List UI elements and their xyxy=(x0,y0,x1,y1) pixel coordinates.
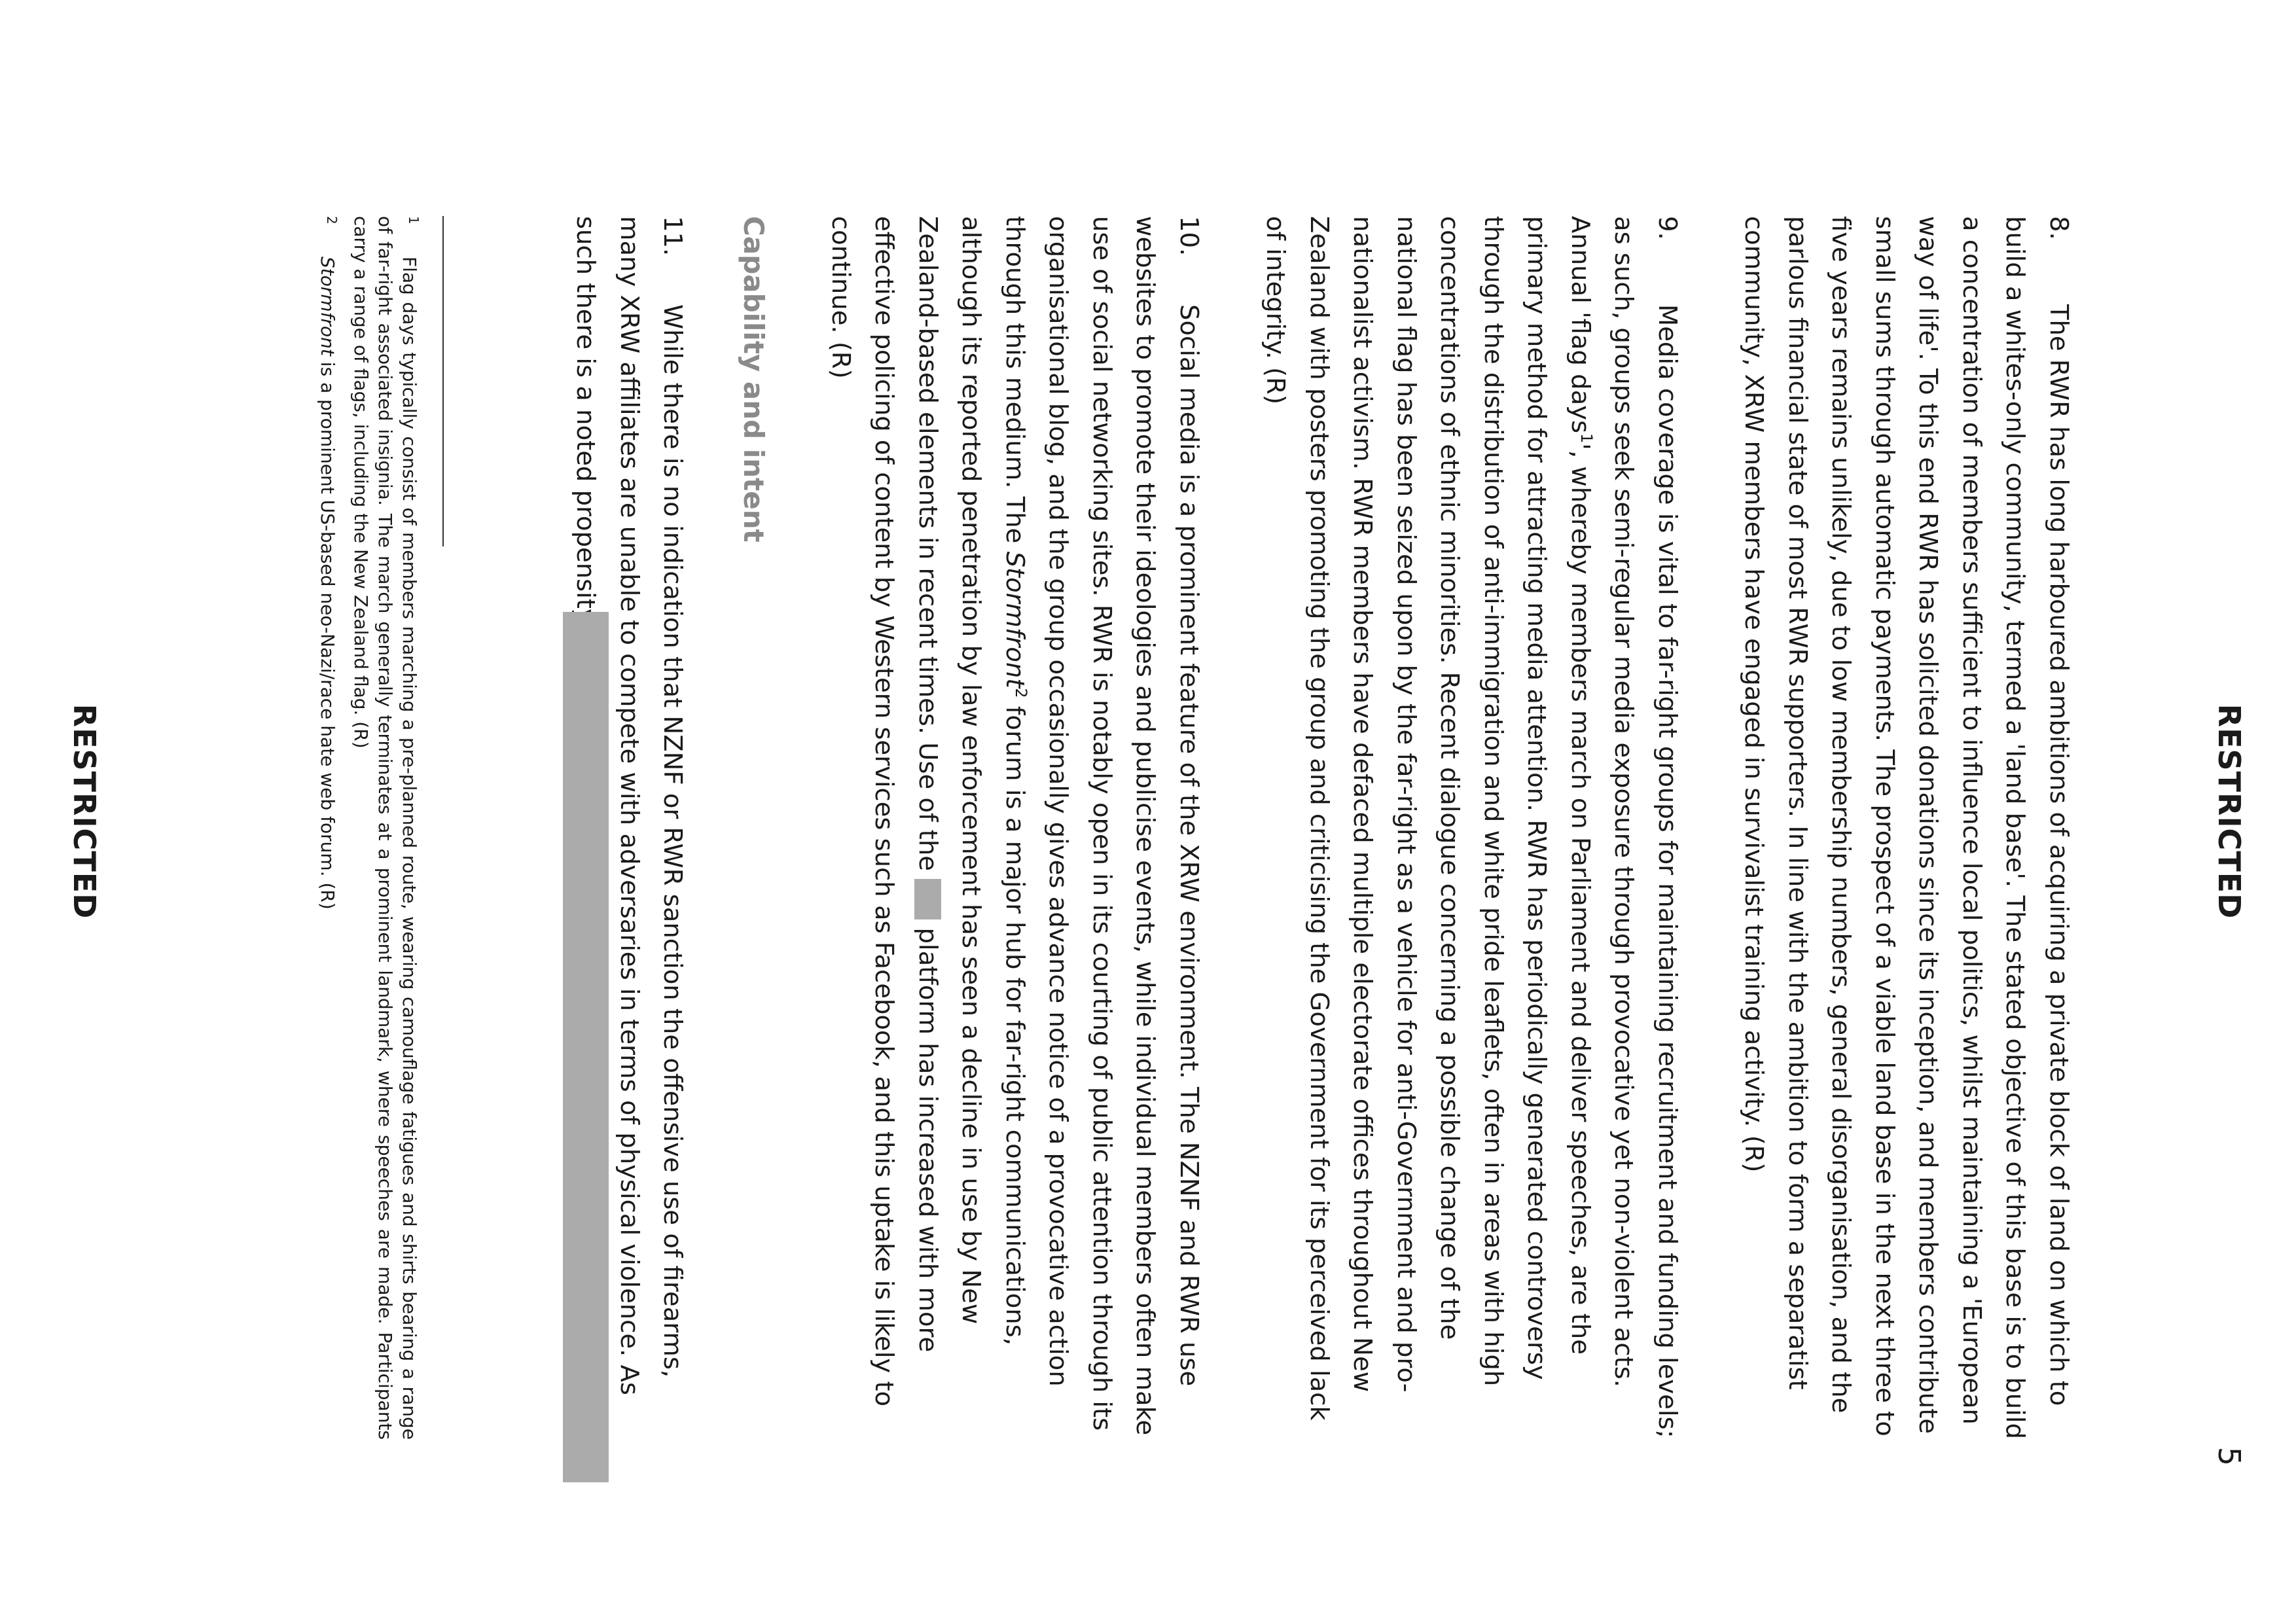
redaction-box xyxy=(914,879,941,919)
section-heading-capability-and-intent: Capability and intent xyxy=(738,216,770,543)
paragraph-text: While there is no indication that NZNF or RWR sanction the offensive use of firearms, many XRW affiliates are unable to compete with adversaries in terms of physical violence. As such there is a noted propensity xyxy=(571,216,688,1395)
footnotes xyxy=(306,216,444,1440)
stormfront-term: Stormfront xyxy=(1000,551,1030,688)
footnote-1 xyxy=(349,216,422,1440)
paragraph-text-end: platform has increased with more effective policing of content by Western services such as Facebook, and this uptake is likely to continue. (R) xyxy=(826,216,942,1407)
footnote-mark: 1 xyxy=(406,216,422,224)
paragraph-text-continued: ', whereby members march on Parliament and deliver speeches, are the primary method for attracting media attention. RWR has periodically generated controversy through the distribution of anti-immigration and white pride leaflets, often in areas with high concentrations of ethnic minorities. Recent dialogue concerning a possible change of the national flag has been seized upon by the far-right as a vehicle for anti-Government and pro-nationalist activism. RWR members have defaced multiple electorate offices throughout New Zealand with posters promoting the group and criticising the Government for its perceived lack of integrity. (R) xyxy=(1261,216,1595,1421)
paragraph-number: 8. xyxy=(2044,216,2073,240)
header-classification: RESTRICTED xyxy=(2212,704,2247,919)
paragraph-text: Social media is a prominent feature of the XRW environment. The NZNF and RWR use websites to promote their ideologies and publicise events, while individual members often make use of social networking sites. RWR is notably open in its courting of public attention through its organisational blog, and the group occasionally gives advance notice of a provocative action through this medium. The xyxy=(1000,216,1204,1436)
paragraph-text: Media coverage is vital to far-right groups for maintaining recruitment and funding levels; as such, groups seek semi-regular media exposure through provocative yet non-violent acts. Annual 'flag days xyxy=(1566,216,1682,1438)
footnote-2 xyxy=(315,216,340,1440)
stormfront-term: Stormfront xyxy=(317,257,338,356)
footnote-separator xyxy=(442,216,444,546)
page-number: 5 xyxy=(2212,1446,2247,1466)
paragraph-11-wrapper xyxy=(564,216,694,1440)
footnote-reference-2[interactable]: 2 xyxy=(1011,688,1030,698)
paragraph-10 xyxy=(819,216,1211,1440)
document-body xyxy=(520,216,2080,1440)
paragraph-8 xyxy=(1732,216,2080,1440)
footnote-reference-1[interactable]: 1 xyxy=(1577,433,1596,444)
redaction-block xyxy=(564,612,609,1482)
paragraph-text: The RWR has long harboured ambitions of acquiring a private block of land on which to build a whites-only community, termed a 'land base'. The stated objective of this base is to build a concentration of members sufficient to influence local politics, whilst maintaining a 'European way of life'. To this end RWR has solicited donations since its inception, and members contribute small sums through automatic payments. The prospect of a viable land base in the next three to five years remains unlikely, due to low membership numbers, general disorganisation, and the parlous financial state of most RWR supporters. In line with the ambition to form a separatist community, XRW members have engaged in survivalist training activity. (R) xyxy=(1739,216,2073,1439)
footnote-body xyxy=(315,216,340,1440)
footnote-text: is a prominent US-based neo-Nazi/race hate web forum. (R) xyxy=(317,355,338,910)
paragraph-number: 9. xyxy=(1653,216,1682,240)
paragraph-text-continued: forum is a major hub for far-right communications, although its reported penetration by law enforcement has seen a decline in use by New Zealand-based elements in recent times. Use of the xyxy=(913,216,1030,1346)
footnote-text: Flag days typically consist of members marching a pre-planned route, wearing camouflage fatigues and shirts bearing a range of far-right associated insignia. The march generally terminates at a prominent landmark, where speeches are made. Participants carry a range of flags, including the New Zealand flag. (R) xyxy=(350,216,420,1440)
paragraph-9 xyxy=(1253,216,1689,1440)
paragraph-number: 11. xyxy=(658,216,688,257)
paragraph-number: 10. xyxy=(1174,216,1204,257)
footer-classification: RESTRICTED xyxy=(67,704,102,919)
footnote-mark: 2 xyxy=(324,216,340,224)
